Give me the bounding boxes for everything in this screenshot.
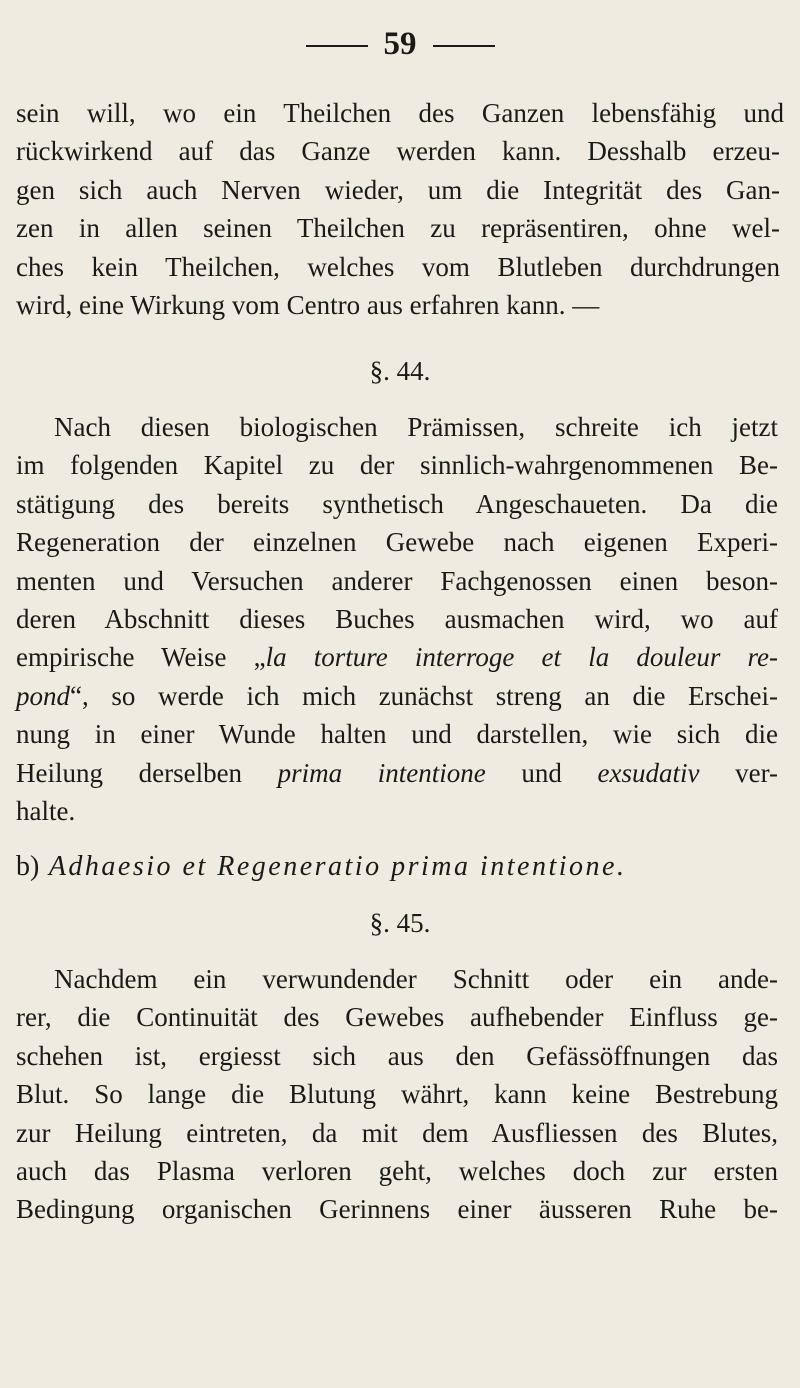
text-line: schehen ist, ergiesst sich aus den Gefässöffnungen das — [16, 1040, 778, 1071]
text-line: zur Heilung eintreten, da mit dem Ausfliessen des Blutes, — [16, 1117, 778, 1148]
text-line — [0, 638, 800, 676]
text-line: rer, die Continuität des Gewebes aufhebender Einfluss ge- — [16, 1002, 778, 1033]
page-header — [0, 24, 800, 64]
text-line: nung in einer Wunde halten und darstellen, wie sich die — [16, 719, 778, 750]
subsection-heading — [0, 848, 800, 886]
text-segment: und — [485, 757, 598, 788]
french-quote-end: pond — [16, 680, 70, 711]
text-line: Regeneration der einzelnen Gewebe nach eigenen Experi- — [16, 527, 778, 558]
text-line: stätigung des bereits synthetisch Angeschaueten. Da die — [16, 488, 778, 519]
text-line: zen in allen seinen Theilchen zu repräsentiren, ohne wel- — [16, 213, 780, 244]
term-exsudativ: exsudativ — [597, 757, 700, 788]
text-line: deren Abschnitt dieses Buches ausmachen wird, wo auf — [16, 604, 778, 635]
text-line — [0, 754, 800, 792]
text-line: ches kein Theilchen, welches vom Blutleben durchdrungen — [16, 251, 780, 282]
text-line: rückwirkend auf das Ganze werden kann. Desshalb erzeu- — [16, 136, 780, 167]
quote-open: „ — [253, 642, 266, 673]
section-label: §. 45. — [369, 908, 431, 938]
text-segment: , so werde ich mich zunächst streng an die Erschei- — [81, 680, 778, 711]
paragraph-3 — [0, 960, 800, 1229]
paragraph-2 — [0, 408, 800, 830]
french-quote: la torture interroge et la douleur re- — [265, 642, 778, 673]
paragraph-1 — [0, 94, 800, 324]
section-label: §. 44. — [369, 356, 431, 386]
page-number: 59 — [383, 26, 417, 62]
section-45-heading — [0, 904, 800, 942]
text-line: Blut. So lange die Blutung währt, kann keine Bestrebung — [16, 1079, 778, 1110]
text-line: sein will, wo ein Theilchen des Ganzen lebensfähig und — [16, 98, 784, 128]
text-segment: Heilung derselben — [16, 757, 278, 788]
subsection-title: Adhaesio et Regeneratio prima intentione. — [48, 851, 627, 882]
text-line: Nachdem ein verwundender Schnitt oder ein ande- — [54, 964, 778, 994]
text-line: Nach diesen biologischen Prämissen, schreite ich jetzt — [54, 412, 778, 442]
header-rule-right — [433, 45, 495, 47]
text-segment: empirische Weise — [16, 642, 254, 673]
text-line: Bedingung organischen Gerinnens einer äusseren Ruhe be- — [16, 1194, 778, 1225]
text-line: gen sich auch Nerven wieder, um die Integrität des Gan- — [16, 174, 780, 205]
section-44-heading — [0, 352, 800, 390]
quote-close: “ — [70, 680, 82, 711]
text-line — [0, 677, 800, 715]
text-line: menten und Versuchen anderer Fachgenossen einen beson- — [16, 565, 778, 596]
text-line: im folgenden Kapitel zu der sinnlich-wahrgenommenen Be- — [16, 450, 778, 481]
term-prima-intentione: prima intentione — [277, 757, 486, 788]
header-rule-left — [306, 45, 368, 47]
text-line: halte. — [16, 796, 76, 827]
text-line: auch das Plasma verloren geht, welches doch zur ersten — [16, 1156, 778, 1187]
text-line: wird, eine Wirkung vom Centro aus erfahren kann. — — [16, 290, 600, 321]
subsection-label: b) — [16, 851, 40, 882]
text-segment: ver- — [699, 757, 779, 788]
